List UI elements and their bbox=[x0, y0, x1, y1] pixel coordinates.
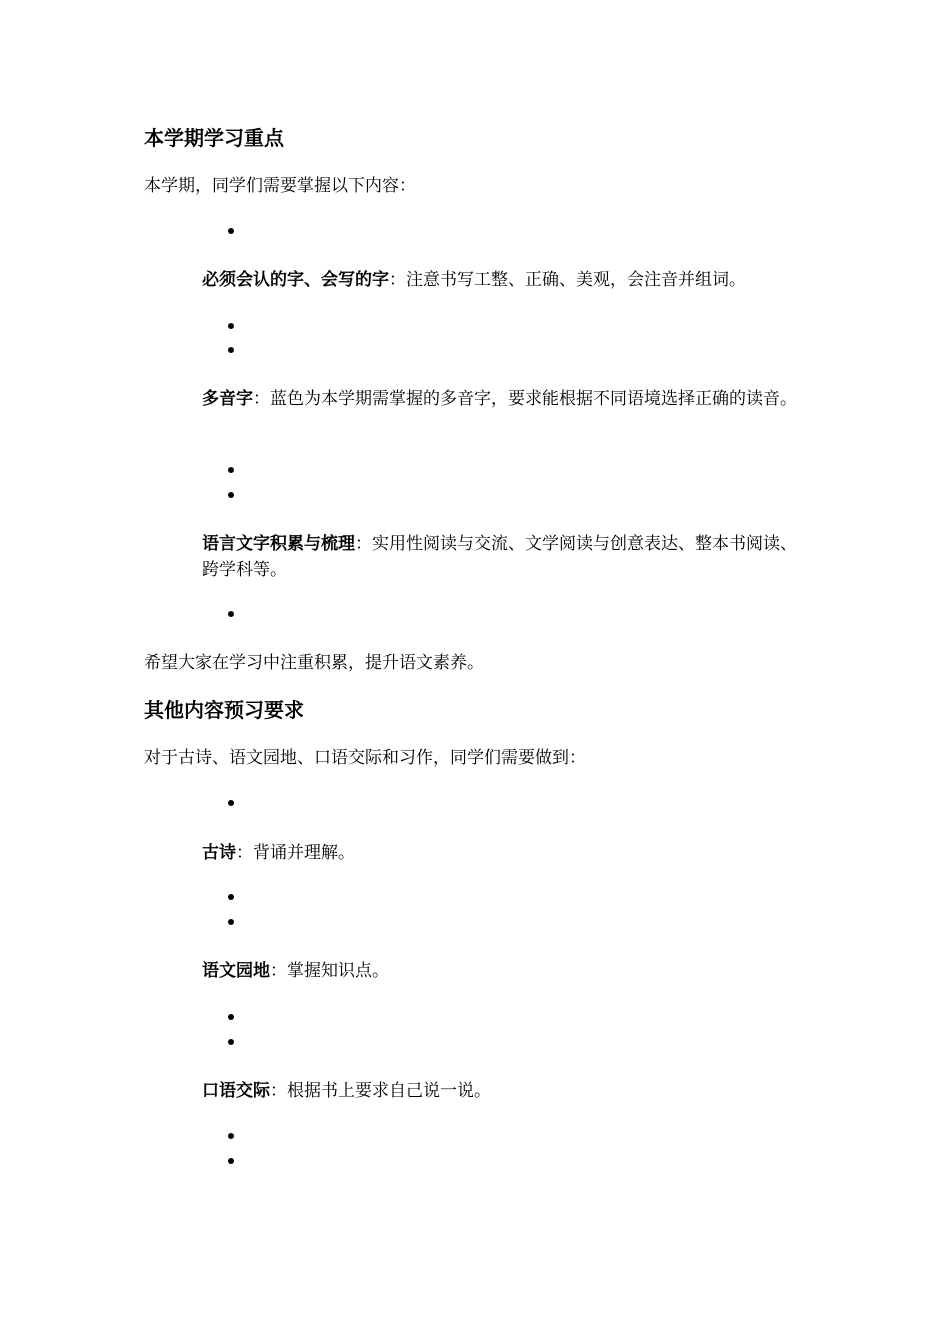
list-bullet bbox=[228, 800, 234, 806]
section-heading-preview-requirements: 其他内容预习要求 bbox=[144, 698, 304, 722]
list-bullet bbox=[228, 1014, 234, 1020]
item-description: 背诵并理解。 bbox=[253, 843, 355, 863]
list-bullet bbox=[228, 323, 234, 329]
item-colon: ： bbox=[355, 534, 372, 554]
item-term: 多音字 bbox=[202, 389, 253, 409]
list-item-language-accumulation bbox=[202, 531, 807, 583]
list-item-characters bbox=[202, 267, 807, 293]
item-colon: ： bbox=[236, 843, 253, 863]
item-description: 注意书写工整、正确、美观，会注音并组词。 bbox=[406, 270, 746, 290]
item-description: 根据书上要求自己说一说。 bbox=[287, 1081, 491, 1101]
list-bullet bbox=[228, 228, 234, 234]
list-bullet bbox=[228, 347, 234, 353]
item-term: 语文园地 bbox=[202, 961, 270, 981]
item-description: 掌握知识点。 bbox=[287, 961, 389, 981]
item-term: 口语交际 bbox=[202, 1081, 270, 1101]
list-bullet bbox=[228, 492, 234, 498]
section-heading-study-focus: 本学期学习重点 bbox=[144, 126, 284, 150]
list-bullet bbox=[228, 1133, 234, 1139]
list-item-polyphones bbox=[202, 386, 807, 412]
item-description: 实用性阅读与交流、文学阅读与创意表达、整本书阅读、跨学科等。 bbox=[202, 534, 797, 580]
item-term: 古诗 bbox=[202, 843, 236, 863]
list-bullet bbox=[228, 467, 234, 473]
list-bullet bbox=[228, 919, 234, 925]
list-bullet bbox=[228, 894, 234, 900]
list-item-oral-communication bbox=[202, 1078, 807, 1104]
item-description: 蓝色为本学期需掌握的多音字，要求能根据不同语境选择正确的读音。 bbox=[270, 389, 797, 409]
list-bullet bbox=[228, 611, 234, 617]
item-term: 语言文字积累与梳理 bbox=[202, 534, 355, 554]
item-colon: ： bbox=[270, 1081, 287, 1101]
item-colon: ： bbox=[270, 961, 287, 981]
item-term: 必须会认的字、会写的字 bbox=[202, 270, 389, 290]
list-item-language-garden bbox=[202, 958, 807, 984]
section-intro-study-focus: 本学期，同学们需要掌握以下内容： bbox=[144, 176, 416, 196]
item-colon: ： bbox=[389, 270, 406, 290]
list-item-ancient-poems bbox=[202, 840, 807, 866]
section-intro-preview-requirements: 对于古诗、语文园地、口语交际和习作，同学们需要做到： bbox=[144, 748, 586, 768]
list-bullet bbox=[228, 1039, 234, 1045]
item-colon: ： bbox=[253, 389, 270, 409]
section-closing-study-focus: 希望大家在学习中注重积累，提升语文素养。 bbox=[144, 653, 484, 673]
list-bullet bbox=[228, 1158, 234, 1164]
